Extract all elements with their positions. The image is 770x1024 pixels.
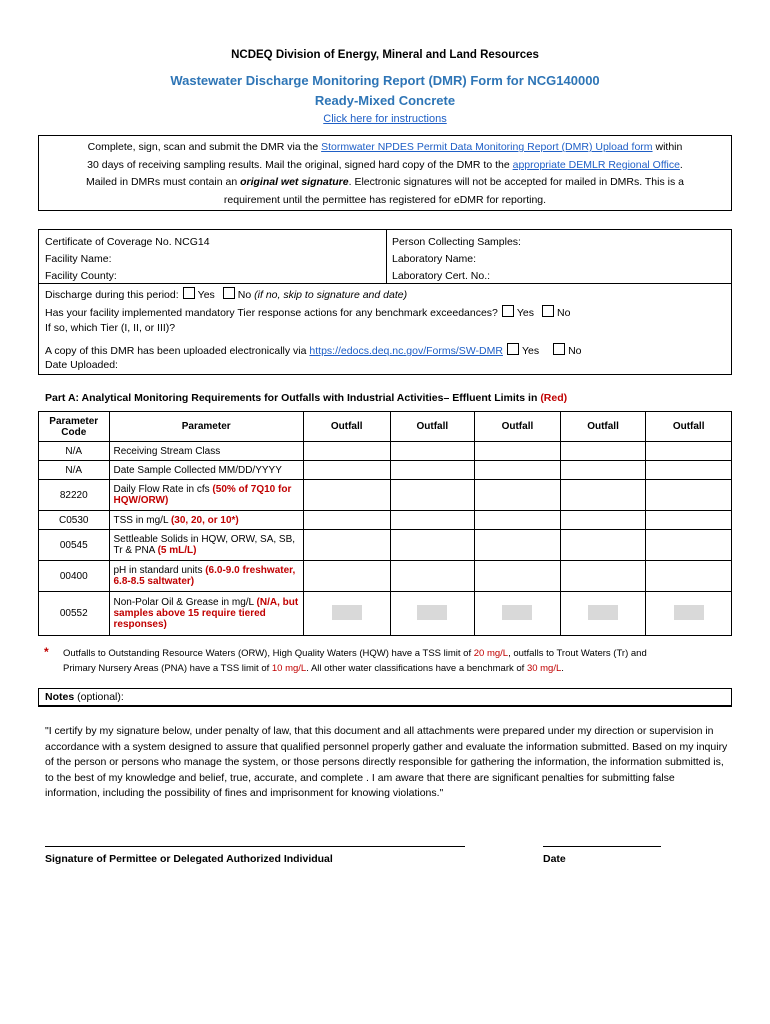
outfall-cell[interactable]: [646, 592, 732, 636]
parameter-name: [109, 530, 303, 561]
parameter-code: N/A: [39, 442, 110, 461]
effluent-limit: (N/A, but samples above 15 require tiered responses): [113, 597, 299, 630]
parameter-name: [109, 511, 303, 530]
outfall-cell[interactable]: [646, 511, 732, 530]
outfall-cell[interactable]: [390, 561, 475, 592]
agency-header: NCDEQ Division of Energy, Mineral and Land Resources: [231, 49, 539, 61]
effluent-limit: (5 mL/L): [157, 545, 197, 556]
outfall-cell[interactable]: [646, 561, 732, 592]
notes-label: Notes: [45, 691, 75, 703]
table-row: [39, 530, 732, 561]
part-a-heading: [45, 392, 567, 404]
tier-row: [45, 305, 570, 319]
footnote-text: Outfalls to Outstanding Resource Waters (ORW), High Quality Waters (HQW) have a TSS limit of: [63, 648, 474, 659]
shaded-field: [502, 605, 532, 620]
date-line[interactable]: [543, 846, 661, 847]
col-outfall: Outfall: [475, 412, 561, 442]
outfall-cell[interactable]: [560, 561, 646, 592]
facility-divider: [386, 229, 387, 283]
shaded-field: [332, 605, 362, 620]
notice-text: within: [652, 141, 683, 153]
col-parameter-code: Parameter Code: [39, 412, 110, 442]
parameter-code: 00552: [39, 592, 110, 636]
lab-cert-field[interactable]: Laboratory Cert. No.:: [392, 270, 491, 282]
shaded-field: [417, 605, 447, 620]
parameter-text: Daily Flow Rate in cfs: [113, 484, 213, 495]
outfall-cell[interactable]: [475, 511, 561, 530]
outfall-cell[interactable]: [303, 561, 390, 592]
effluent-limit: (30, 20, or 10*): [170, 514, 239, 526]
effluent-limit: (6.0-9.0 freshwater, 6.8-8.5 saltwater): [113, 565, 296, 587]
outfall-cell[interactable]: [560, 511, 646, 530]
parameter-text: Date Sample Collected MM/DD/YYYY: [113, 464, 282, 476]
table-row: [39, 592, 732, 636]
outfall-cell[interactable]: [390, 480, 475, 511]
no-label: No: [568, 345, 582, 357]
form-subtitle: Ready-Mixed Concrete: [314, 93, 456, 108]
parameter-code: N/A: [39, 461, 110, 480]
outfall-cell[interactable]: [390, 592, 475, 636]
edocs-link[interactable]: https://edocs.deq.nc.gov/Forms/SW-DMR: [309, 345, 503, 357]
part-a-heading-text: Part A: Analytical Monitoring Requirements for Outfalls with Industrial Activities– Effluent Limits in: [45, 392, 541, 404]
outfall-cell[interactable]: [390, 530, 475, 561]
certification-statement: "I certify by my signature below, under penalty of law, that this document and all attachments were prepared under my direction or supervision in accordance with a system designed to assure that qualified personnel properly gather and evaluate the information submitted. Based on my inquiry of the person or persons who manage the system, or those persons directly responsible for gathering the information, the information submitted is, to the best of my knowledge and belief, true, accurate, and complete . I am aware that there are significant penalties for submitting false information, including the possibility of fines and imprisonment for knowing violations.": [45, 725, 728, 799]
lab-name-field[interactable]: Laboratory Name:: [392, 253, 477, 265]
notes-field[interactable]: [38, 688, 732, 706]
form-title: Wastewater Discharge Monitoring Report (DMR) Form for NCG140000: [170, 73, 600, 88]
no-label: No: [557, 307, 571, 319]
facility-name-field[interactable]: Facility Name:: [45, 253, 112, 265]
discharge-row: [45, 287, 407, 301]
outfall-cell[interactable]: [303, 511, 390, 530]
parameter-code: 00545: [39, 530, 110, 561]
upload-question: A copy of this DMR has been uploaded electronically via: [45, 345, 310, 357]
notes-optional: (optional):: [74, 691, 124, 703]
notice-text: requirement until the permittee has registered for eDMR for reporting.: [223, 193, 547, 206]
outfall-cell[interactable]: [303, 442, 390, 461]
parameter-text: Settleable Solids in HQW, ORW, SA, SB, Tr & PNA: [113, 534, 296, 556]
outfall-cell[interactable]: [475, 592, 561, 636]
outfall-cell[interactable]: [303, 480, 390, 511]
outfall-cell[interactable]: [475, 530, 561, 561]
notice-text: .: [679, 158, 683, 171]
table-header-row: [39, 412, 732, 442]
col-outfall: Outfall: [390, 412, 475, 442]
outfall-cell[interactable]: [390, 511, 475, 530]
upload-yes-checkbox[interactable]: [507, 343, 519, 355]
table-row: [39, 461, 732, 480]
yes-label: Yes: [197, 289, 215, 301]
upload-row: [45, 343, 582, 357]
parameter-text: TSS in mg/L: [113, 514, 171, 526]
outfall-cell[interactable]: [560, 480, 646, 511]
outfall-cell[interactable]: [475, 480, 561, 511]
instructions-link[interactable]: Click here for instructions: [323, 113, 447, 125]
tier-no-checkbox[interactable]: [542, 305, 554, 317]
col-outfall: Outfall: [303, 412, 390, 442]
discharge-yes-checkbox[interactable]: [183, 287, 195, 299]
outfall-cell[interactable]: [646, 461, 732, 480]
parameter-text: Non-Polar Oil & Grease in mg/L: [113, 597, 257, 608]
dmr-upload-link[interactable]: Stormwater NPDES Permit Data Monitoring Report (DMR) Upload form: [321, 141, 653, 153]
table-row: [39, 511, 732, 530]
regional-office-link[interactable]: appropriate DEMLR Regional Office: [512, 158, 680, 171]
shaded-field: [674, 605, 704, 620]
yes-label: Yes: [516, 307, 535, 319]
upload-no-checkbox[interactable]: [553, 343, 565, 355]
outfall-cell[interactable]: [560, 442, 646, 461]
parameter-name: [109, 561, 303, 592]
outfall-cell[interactable]: [646, 530, 732, 561]
shaded-field: [588, 605, 618, 620]
facility-county-field[interactable]: Facility County:: [45, 270, 117, 282]
outfall-cell[interactable]: [303, 592, 390, 636]
tss-limit: 10 mg/L: [271, 663, 307, 674]
parameter-code: 82220: [39, 480, 110, 511]
parameter-name: [109, 480, 303, 511]
wet-signature-emphasis: original wet signature: [240, 176, 349, 188]
parameter-name: [109, 592, 303, 636]
outfall-cell[interactable]: [560, 592, 646, 636]
date-label: Date: [543, 853, 566, 865]
date-uploaded-field[interactable]: Date Uploaded:: [45, 359, 118, 371]
outfall-cell[interactable]: [560, 461, 646, 480]
outfall-cell[interactable]: [560, 530, 646, 561]
table-row: [39, 561, 732, 592]
analytical-monitoring-table: [38, 411, 732, 636]
outfall-cell[interactable]: [646, 480, 732, 511]
outfall-cell[interactable]: [390, 442, 475, 461]
coc-number-field[interactable]: Certificate of Coverage No. NCG14: [45, 236, 210, 248]
footnote-text: . All other water classifications have a benchmark of: [306, 663, 527, 674]
footnote-text: , outfalls to Trout Waters (Tr) and: [508, 648, 647, 659]
notice-text: Mailed in DMRs must contain an: [86, 176, 241, 188]
discharge-no-checkbox[interactable]: [223, 287, 235, 299]
tss-limit: 20 mg/L: [473, 648, 509, 659]
outfall-cell[interactable]: [646, 442, 732, 461]
notice-text: 30 days of receiving sampling results. Mail the original, signed hard copy of the DMR to the: [87, 158, 513, 171]
outfall-cell[interactable]: [475, 461, 561, 480]
signature-line[interactable]: [45, 846, 465, 847]
outfall-cell[interactable]: [303, 530, 390, 561]
table-row: [39, 442, 732, 461]
parameter-code: 00400: [39, 561, 110, 592]
signature-label: Signature of Permittee or Delegated Authorized Individual: [45, 853, 333, 865]
outfall-cell[interactable]: [475, 442, 561, 461]
effluent-limit: (50% of 7Q10 for HQW/ORW): [113, 484, 292, 506]
footnote: [63, 646, 647, 676]
parameter-text: Receiving Stream Class: [113, 445, 221, 457]
no-label: No: [237, 289, 252, 301]
tss-benchmark: 30 mg/L: [526, 663, 562, 674]
outfall-cell[interactable]: [390, 461, 475, 480]
footnote-text: .: [561, 663, 564, 674]
submission-notice: [38, 135, 732, 211]
yes-label: Yes: [521, 345, 540, 357]
outfall-cell[interactable]: [303, 461, 390, 480]
part-a-heading-red: (Red): [540, 392, 568, 404]
parameter-code: C0530: [39, 511, 110, 530]
divider: [38, 706, 732, 707]
col-outfall: Outfall: [560, 412, 646, 442]
notice-text: Complete, sign, scan and submit the DMR via the: [87, 141, 322, 153]
outfall-cell[interactable]: [475, 561, 561, 592]
sample-collector-field[interactable]: Person Collecting Samples:: [392, 236, 521, 248]
col-parameter: Parameter: [109, 412, 303, 442]
footnote-marker: *: [44, 645, 49, 659]
tier-yes-checkbox[interactable]: [502, 305, 514, 317]
table-row: [39, 480, 732, 511]
parameter-name: [109, 461, 303, 480]
footnote-text: Primary Nursery Areas (PNA) have a TSS limit of: [63, 663, 272, 674]
tier-question: Has your facility implemented mandatory Tier response actions for any benchmark exceedances?: [45, 307, 498, 319]
tier-which-field[interactable]: If so, which Tier (I, II, or III)?: [45, 322, 176, 334]
parameter-name: [109, 442, 303, 461]
notice-text: . Electronic signatures will not be accepted for mailed in DMRs. This is a: [348, 176, 684, 188]
col-outfall: Outfall: [646, 412, 732, 442]
parameter-text: pH in standard units: [113, 565, 206, 576]
discharge-note: (if no, skip to signature and date): [254, 289, 408, 301]
discharge-label: Discharge during this period:: [45, 289, 179, 301]
